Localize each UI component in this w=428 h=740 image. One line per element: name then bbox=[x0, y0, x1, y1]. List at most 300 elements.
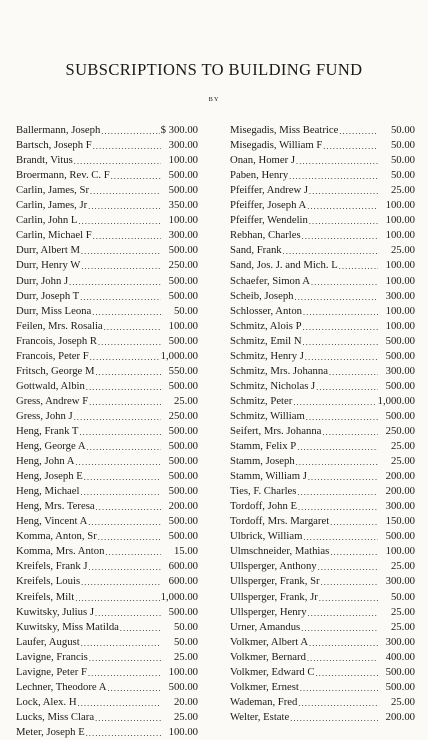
dot-leader bbox=[308, 471, 378, 484]
subscriber-name: Francois, Joseph R bbox=[16, 334, 98, 347]
dot-leader bbox=[89, 652, 161, 665]
subscriber-row bbox=[230, 243, 415, 258]
subscriber-name: Schlosser, Anton bbox=[230, 304, 303, 317]
subscriber-row bbox=[16, 334, 198, 349]
subscription-amount: 400.00 bbox=[385, 650, 415, 663]
subscriber-name: Broermann, Rev. C. F bbox=[16, 169, 110, 182]
subscription-amount: 100.00 bbox=[168, 725, 198, 738]
subscriber-row bbox=[16, 138, 198, 153]
subscriber-row bbox=[230, 364, 415, 379]
subscriber-row bbox=[16, 213, 198, 228]
dot-leader bbox=[307, 652, 378, 665]
subscription-amount: 25.00 bbox=[173, 650, 198, 663]
dot-leader bbox=[306, 411, 378, 424]
subscriber-name: Schmitz, Henry J bbox=[230, 349, 304, 362]
subscription-amount: 300.00 bbox=[385, 500, 415, 513]
subscription-amount: 50.00 bbox=[173, 620, 198, 633]
subscriber-row bbox=[16, 198, 198, 213]
subscriber-row bbox=[16, 650, 198, 665]
subscription-amount: 500.00 bbox=[168, 440, 198, 453]
subscription-amount: 200.00 bbox=[385, 470, 415, 483]
subscriber-name: Kreifels, Milt bbox=[16, 590, 75, 603]
subscriber-row bbox=[230, 574, 415, 589]
dot-leader bbox=[330, 546, 378, 559]
subscription-amount: 250.00 bbox=[168, 259, 198, 272]
subscriber-name: Sand, Frank bbox=[230, 244, 282, 257]
subscriber-row bbox=[230, 168, 415, 183]
subscription-amount: 500.00 bbox=[168, 244, 198, 257]
subscription-amount: 500.00 bbox=[168, 515, 198, 528]
subscriber-name: Kuwitsky, Julius J bbox=[16, 605, 94, 618]
subscriber-row bbox=[16, 183, 198, 198]
dot-leader bbox=[311, 276, 378, 289]
subscriber-row bbox=[230, 138, 415, 153]
subscription-amount: 25.00 bbox=[173, 394, 198, 407]
subscription-amount: 100.00 bbox=[385, 304, 415, 317]
subscriber-row bbox=[16, 499, 198, 514]
subscriber-name: Ties, F. Charles bbox=[230, 485, 297, 498]
dot-leader bbox=[305, 351, 378, 364]
subscription-amount: 500.00 bbox=[385, 409, 415, 422]
subscription-amount: 500.00 bbox=[168, 470, 198, 483]
subscription-amount: 500.00 bbox=[168, 455, 198, 468]
dot-leader bbox=[330, 516, 378, 529]
dot-leader bbox=[88, 516, 161, 529]
subscription-amount: 500.00 bbox=[385, 680, 415, 693]
subscription-amount: 500.00 bbox=[168, 184, 198, 197]
dot-leader bbox=[87, 441, 161, 454]
subscriber-row bbox=[230, 484, 415, 499]
subscription-amount: 300.00 bbox=[168, 139, 198, 152]
subscriber-name: Komma, Anton, Sr bbox=[16, 530, 97, 543]
subscriber-row bbox=[230, 123, 415, 138]
subscriber-row bbox=[16, 258, 198, 273]
subscription-amount: 100.00 bbox=[385, 545, 415, 558]
subscriber-row bbox=[16, 349, 198, 364]
subscriber-name: Heng, Joseph E bbox=[16, 470, 83, 483]
subscription-amount: 500.00 bbox=[168, 680, 198, 693]
dot-leader bbox=[322, 426, 378, 439]
subscriber-name: Durr, Henry W bbox=[16, 259, 81, 272]
subscription-amount: 1,000.00 bbox=[160, 590, 198, 603]
dot-leader bbox=[79, 426, 161, 439]
subscriber-row bbox=[16, 454, 198, 469]
subscriber-name: Laufer, August bbox=[16, 635, 80, 648]
subscriber-name: Carlin, Michael F bbox=[16, 229, 92, 242]
dot-leader bbox=[93, 230, 161, 243]
subscriber-row bbox=[16, 243, 198, 258]
subscriber-name: Tordoff, Mrs. Margaret bbox=[230, 515, 330, 528]
subscriber-name: Carlin, James, Sr bbox=[16, 184, 90, 197]
subscriber-row bbox=[16, 319, 198, 334]
subscriber-name: Schmitz, Alois P bbox=[230, 319, 302, 332]
subscriber-row bbox=[230, 334, 415, 349]
dot-leader bbox=[86, 727, 161, 740]
subscription-amount: 200.00 bbox=[385, 710, 415, 723]
subscriber-row bbox=[230, 289, 415, 304]
dot-leader bbox=[74, 411, 161, 424]
subscriber-name: Heng, George A bbox=[16, 440, 86, 453]
subscriber-row bbox=[230, 439, 415, 454]
subscriber-row bbox=[230, 620, 415, 635]
dot-leader bbox=[86, 381, 161, 394]
subscriber-name: Heng, Frank T bbox=[16, 424, 79, 437]
subscriber-name: Heng, Michael bbox=[16, 485, 80, 498]
subscriber-row bbox=[230, 394, 415, 409]
subscription-amount: 25.00 bbox=[390, 244, 415, 257]
dot-leader bbox=[81, 486, 161, 499]
subscriber-name: Ullsperger, Frank, Sr bbox=[230, 575, 320, 588]
subscriber-row bbox=[16, 484, 198, 499]
dot-leader bbox=[84, 471, 161, 484]
subscriber-row bbox=[16, 424, 198, 439]
dot-leader bbox=[105, 546, 161, 559]
dot-leader bbox=[80, 291, 161, 304]
subscriber-name: Volkmer, Ernest bbox=[230, 680, 299, 693]
dot-leader bbox=[319, 592, 378, 605]
subscriber-row bbox=[230, 258, 415, 273]
subscriber-name: Gress, John J bbox=[16, 409, 73, 422]
subscription-amount: 25.00 bbox=[390, 455, 415, 468]
subscriber-name: Kreifels, Frank J bbox=[16, 560, 88, 573]
subscription-amount: 25.00 bbox=[390, 560, 415, 573]
subscriber-name: Schmitz, Emil N bbox=[230, 334, 302, 347]
dot-leader bbox=[339, 125, 378, 138]
subscriber-row bbox=[230, 153, 415, 168]
subscriber-row bbox=[230, 665, 415, 680]
subscription-amount: 150.00 bbox=[385, 515, 415, 528]
dot-leader bbox=[95, 366, 161, 379]
dot-leader bbox=[89, 561, 161, 574]
subscription-amount: 300.00 bbox=[385, 635, 415, 648]
dot-leader bbox=[323, 140, 378, 153]
subscriber-name: Rebhan, Charles bbox=[230, 229, 301, 242]
subscription-amount: 500.00 bbox=[168, 605, 198, 618]
subscription-amount: 50.00 bbox=[390, 154, 415, 167]
subscriber-row bbox=[230, 710, 415, 725]
subscriber-name: Durr, Miss Leona bbox=[16, 304, 92, 317]
subscription-amount: 500.00 bbox=[168, 379, 198, 392]
subscriber-name: Fritsch, George M bbox=[16, 364, 95, 377]
dot-leader bbox=[75, 456, 161, 469]
dot-leader bbox=[289, 170, 378, 183]
dot-leader bbox=[89, 396, 161, 409]
subscription-amount: 600.00 bbox=[168, 575, 198, 588]
subscription-amount: 100.00 bbox=[385, 229, 415, 242]
dot-leader bbox=[81, 245, 161, 258]
subscriber-name: Onan, Homer J bbox=[230, 154, 296, 167]
dot-leader bbox=[303, 531, 378, 544]
dot-leader bbox=[316, 667, 378, 680]
subscriber-name: Scheib, Joseph bbox=[230, 289, 294, 302]
subscription-amount: 500.00 bbox=[168, 424, 198, 437]
dot-leader bbox=[290, 712, 378, 725]
subscription-amount: 25.00 bbox=[173, 710, 198, 723]
subscriber-row bbox=[16, 364, 198, 379]
subscriber-name: Kreifels, Louis bbox=[16, 575, 81, 588]
dot-leader bbox=[78, 697, 161, 710]
subscriber-row bbox=[230, 198, 415, 213]
dot-leader bbox=[81, 637, 161, 650]
subscriber-row bbox=[16, 725, 198, 740]
subscriber-row bbox=[230, 469, 415, 484]
subscriber-name: Volkmer, Albert A bbox=[230, 635, 309, 648]
subscription-amount: 100.00 bbox=[385, 214, 415, 227]
subscription-amount: 300.00 bbox=[385, 364, 415, 377]
subscription-amount: 50.00 bbox=[173, 304, 198, 317]
dot-leader bbox=[301, 622, 378, 635]
dot-leader bbox=[303, 321, 378, 334]
dot-leader bbox=[107, 682, 161, 695]
subscriber-name: Ulmschneider, Mathias bbox=[230, 545, 330, 558]
subscriber-row bbox=[16, 304, 198, 319]
subscriber-name: Meter, Joseph E bbox=[16, 725, 85, 738]
subscriber-name: Schmitz, Peter bbox=[230, 394, 293, 407]
byline: BY bbox=[208, 96, 220, 103]
subscriber-name: Lock, Alex. H bbox=[16, 695, 77, 708]
subscriber-name: Schmitz, William bbox=[230, 409, 305, 422]
subscription-amount: 500.00 bbox=[385, 665, 415, 678]
subscription-amount: 550.00 bbox=[168, 364, 198, 377]
subscription-amount: 500.00 bbox=[385, 349, 415, 362]
dot-leader bbox=[303, 336, 378, 349]
dot-leader bbox=[101, 125, 159, 138]
subscriber-name: Schmitz, Nicholas J bbox=[230, 379, 316, 392]
subscriber-name: Carlin, John L bbox=[16, 214, 78, 227]
subscriber-name: Schmitz, Mrs. Johanna bbox=[230, 364, 328, 377]
subscriber-row bbox=[230, 635, 415, 650]
subscriber-row bbox=[230, 650, 415, 665]
subscriber-row bbox=[230, 695, 415, 710]
subscription-amount: 1,000.00 bbox=[160, 349, 198, 362]
subscriber-name: Stamm, Felix P bbox=[230, 440, 297, 453]
subscription-amount: 50.00 bbox=[390, 139, 415, 152]
subscription-amount: 300.00 bbox=[385, 289, 415, 302]
dot-leader bbox=[78, 215, 161, 228]
subscriber-row bbox=[230, 349, 415, 364]
subscriber-name: Pfeiffer, Joseph A bbox=[230, 199, 307, 212]
subscription-amount: 1,000.00 bbox=[377, 394, 415, 407]
subscriber-name: Sand, Jos. J. and Mich. L bbox=[230, 259, 338, 272]
dot-leader bbox=[92, 306, 161, 319]
subscription-amount: 300.00 bbox=[168, 229, 198, 242]
subscriber-name: Heng, John A bbox=[16, 455, 75, 468]
right-subscriber-column bbox=[230, 123, 415, 725]
subscriber-name: Carlin, James, Jr bbox=[16, 199, 88, 212]
subscriber-name: Seifert, Mrs. Johanna bbox=[230, 424, 322, 437]
subscription-amount: 200.00 bbox=[385, 485, 415, 498]
subscriber-name: Lucks, Miss Clara bbox=[16, 710, 95, 723]
subscriber-name: Heng, Mrs. Teresa bbox=[16, 500, 95, 513]
dot-leader bbox=[283, 245, 378, 258]
dot-leader bbox=[98, 336, 161, 349]
subscriber-row bbox=[16, 228, 198, 243]
subscriber-row bbox=[230, 273, 415, 288]
dot-leader bbox=[96, 501, 161, 514]
subscription-amount: 500.00 bbox=[168, 485, 198, 498]
subscriber-name: Welter, Estate bbox=[230, 710, 290, 723]
subscription-amount: 500.00 bbox=[168, 274, 198, 287]
dot-leader bbox=[98, 531, 161, 544]
subscriber-row bbox=[230, 680, 415, 695]
subscriber-row bbox=[230, 228, 415, 243]
subscriber-name: Lechner, Theodore A bbox=[16, 680, 107, 693]
subscription-amount: 25.00 bbox=[390, 184, 415, 197]
dot-leader bbox=[120, 622, 161, 635]
subscription-amount: 200.00 bbox=[168, 500, 198, 513]
subscriber-row bbox=[230, 529, 415, 544]
subscription-amount: 500.00 bbox=[385, 530, 415, 543]
subscriber-row bbox=[16, 680, 198, 695]
left-subscriber-column bbox=[16, 123, 198, 740]
dot-leader bbox=[90, 351, 160, 364]
subscriber-name: Misegadis, William F bbox=[230, 139, 323, 152]
dot-leader bbox=[318, 561, 378, 574]
subscription-amount: 100.00 bbox=[385, 199, 415, 212]
subscription-amount: 100.00 bbox=[168, 319, 198, 332]
subscription-amount: 500.00 bbox=[168, 530, 198, 543]
subscriber-row bbox=[230, 213, 415, 228]
subscriber-row bbox=[230, 499, 415, 514]
subscription-amount: 100.00 bbox=[385, 274, 415, 287]
subscription-amount: 20.00 bbox=[173, 695, 198, 708]
subscriber-name: Feilen, Mrs. Rosalia bbox=[16, 319, 103, 332]
subscriber-row bbox=[16, 605, 198, 620]
subscription-amount: 600.00 bbox=[168, 560, 198, 573]
dot-leader bbox=[88, 200, 161, 213]
subscriber-row bbox=[230, 379, 415, 394]
subscriber-name: Stamm, Joseph bbox=[230, 455, 295, 468]
subscriber-row bbox=[16, 273, 198, 288]
dot-leader bbox=[298, 697, 378, 710]
subscriber-name: Wademan, Fred bbox=[230, 695, 298, 708]
subscription-amount: 500.00 bbox=[385, 379, 415, 392]
dot-leader bbox=[95, 712, 161, 725]
dot-leader bbox=[316, 381, 378, 394]
subscription-amount: 100.00 bbox=[385, 319, 415, 332]
subscription-amount: 100.00 bbox=[168, 214, 198, 227]
subscriber-row bbox=[230, 304, 415, 319]
dot-leader bbox=[88, 667, 161, 680]
dot-leader bbox=[329, 366, 378, 379]
subscriber-row bbox=[230, 424, 415, 439]
subscription-amount: 500.00 bbox=[168, 169, 198, 182]
subscriber-row bbox=[16, 710, 198, 725]
subscription-amount: 500.00 bbox=[168, 334, 198, 347]
subscriber-name: Bartsch, Joseph F bbox=[16, 139, 92, 152]
subscriber-row bbox=[16, 574, 198, 589]
subscriber-row bbox=[16, 559, 198, 574]
subscriber-name: Komma, Mrs. Anton bbox=[16, 545, 105, 558]
subscriber-row bbox=[230, 544, 415, 559]
subscriber-row bbox=[16, 665, 198, 680]
dot-leader bbox=[75, 592, 159, 605]
subscriber-name: Pfeiffer, Wendelin bbox=[230, 214, 308, 227]
subscriber-row bbox=[230, 514, 415, 529]
subscriber-name: Schaefer, Simon A bbox=[230, 274, 311, 287]
dot-leader bbox=[93, 140, 161, 153]
subscription-amount: $ 300.00 bbox=[160, 124, 198, 137]
dot-leader bbox=[321, 576, 378, 589]
subscriber-row bbox=[16, 695, 198, 710]
subscriber-name: Volkmer, Edward C bbox=[230, 665, 315, 678]
dot-leader bbox=[309, 215, 378, 228]
subscriber-name: Brandt, Vitus bbox=[16, 154, 73, 167]
subscription-amount: 250.00 bbox=[168, 409, 198, 422]
subscription-amount: 50.00 bbox=[173, 635, 198, 648]
dot-leader bbox=[297, 486, 378, 499]
subscription-amount: 50.00 bbox=[390, 124, 415, 137]
dot-leader bbox=[104, 321, 161, 334]
dot-leader bbox=[307, 200, 378, 213]
subscriber-name: Gress, Andrew F bbox=[16, 394, 89, 407]
subscription-amount: 25.00 bbox=[390, 620, 415, 633]
subscriber-row bbox=[16, 153, 198, 168]
subscription-amount: 25.00 bbox=[390, 605, 415, 618]
dot-leader bbox=[69, 276, 161, 289]
dot-leader bbox=[81, 260, 161, 273]
subscriber-row bbox=[16, 439, 198, 454]
subscriber-row bbox=[16, 123, 198, 138]
subscriber-name: Lavigne, Francis bbox=[16, 650, 88, 663]
subscriber-name: Ballermann, Joseph bbox=[16, 124, 101, 137]
subscriber-name: Kuwitsky, Miss Matilda bbox=[16, 620, 119, 633]
subscriber-name: Durr, Albert M bbox=[16, 244, 80, 257]
subscriber-name: Durr, Joseph T bbox=[16, 289, 80, 302]
subscriber-name: Misegadis, Miss Beatrice bbox=[230, 124, 339, 137]
dot-leader bbox=[111, 170, 161, 183]
subscriber-name: Urner, Amandus bbox=[230, 620, 301, 633]
subscriber-row bbox=[230, 319, 415, 334]
subscriber-name: Ullsperger, Anthony bbox=[230, 560, 317, 573]
dot-leader bbox=[303, 306, 378, 319]
subscription-amount: 500.00 bbox=[385, 334, 415, 347]
subscriber-name: Gottwald, Albin bbox=[16, 379, 85, 392]
subscriber-name: Durr, John J bbox=[16, 274, 69, 287]
subscription-amount: 350.00 bbox=[168, 199, 198, 212]
dot-leader bbox=[300, 682, 378, 695]
subscriber-name: Heng, Vincent A bbox=[16, 515, 88, 528]
subscriber-row bbox=[230, 559, 415, 574]
subscriber-row bbox=[16, 529, 198, 544]
subscriber-name: Ulbrick, William bbox=[230, 530, 303, 543]
subscriber-name: Paben, Henry bbox=[230, 169, 289, 182]
dot-leader bbox=[297, 441, 378, 454]
subscription-amount: 100.00 bbox=[168, 154, 198, 167]
subscription-amount: 100.00 bbox=[385, 259, 415, 272]
subscriber-row bbox=[16, 635, 198, 650]
subscriber-name: Stamm, William J bbox=[230, 470, 307, 483]
subscriber-row bbox=[230, 454, 415, 469]
subscription-amount: 500.00 bbox=[168, 289, 198, 302]
subscriber-row bbox=[16, 589, 198, 604]
dot-leader bbox=[302, 230, 378, 243]
subscriber-row bbox=[230, 409, 415, 424]
dot-leader bbox=[95, 607, 161, 620]
subscription-amount: 25.00 bbox=[390, 440, 415, 453]
subscriber-name: Ullsperger, Henry bbox=[230, 605, 307, 618]
subscription-amount: 50.00 bbox=[390, 169, 415, 182]
dot-leader bbox=[309, 637, 378, 650]
subscriber-name: Volkmer, Bernard bbox=[230, 650, 306, 663]
dot-leader bbox=[308, 607, 378, 620]
dot-leader bbox=[309, 185, 378, 198]
subscription-amount: 50.00 bbox=[390, 590, 415, 603]
subscriber-name: Pfeiffer, Andrew J bbox=[230, 184, 309, 197]
subscriber-row bbox=[16, 469, 198, 484]
dot-leader bbox=[298, 501, 378, 514]
subscription-amount: 15.00 bbox=[173, 545, 198, 558]
